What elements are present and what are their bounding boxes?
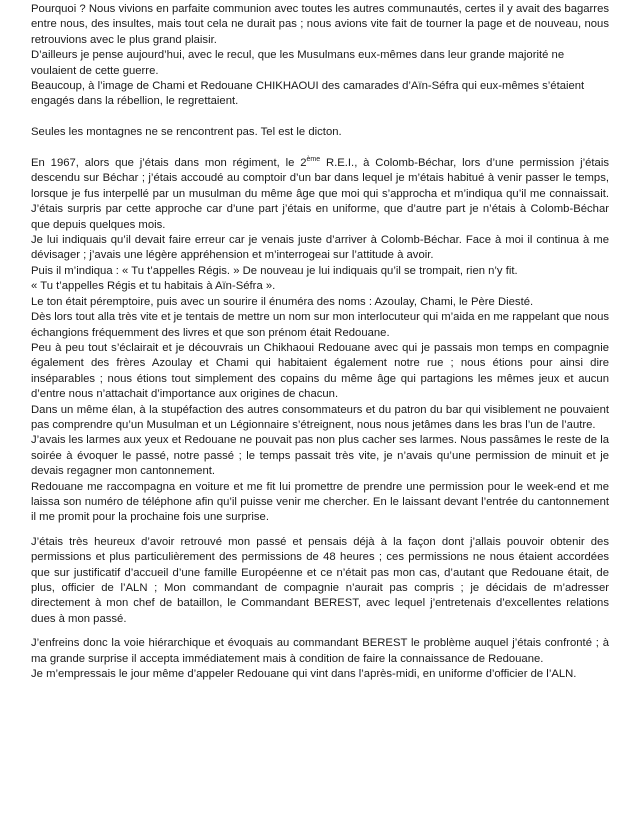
paragraph-puis: Puis il m’indiqua : « Tu t’appelles Régis. » De nouveau je lui indiquais qu’il se trompait, rien n’y fit. <box>31 264 518 277</box>
paragraph-enfreins: J’enfreins donc la voie hiérarchique et évoquais au commandant BEREST le problème auquel j’étais confronté ; à ma grande surprise il accepta immédiatement mais à condition de faire la connaissance de Redouane. <box>31 637 609 665</box>
paragraph-heureux: J’étais très heureux d’avoir retrouvé mon passé et pensais déjà à la façon dont j’allais pouvoir obtenir des permissions et plus particulièrement des permissions de 48 heures ; ces permissions ne nous étaient accordées que sur justificatif d’accueil d’une famille Européenne et ce n’était pas mon cas, d’autant que Redouane était, de plus, officier de l’ALN ; Mon commandant de compagnie n’aurait pas compris ; je décidais de m’adresser directement à mon chef de bataillon, le Commandant BEREST, avec lequel j’entretenais d’excellentes relations dues à mon passé. <box>31 535 609 625</box>
paragraph-dailleurs: D’ailleurs je pense aujourd’hui, avec le recul, que les Musulmans eux-mêmes dans leur grande majorité ne voulaient de cette guerre. <box>31 49 565 77</box>
paragraph-empressais: Je m’empressais le jour même d’appeler Redouane qui vint dans l’après-midi, en uniforme d’officier de l’ALN. <box>31 668 577 681</box>
text-run: En 1967, alors que j’étais dans mon régiment, le 2 <box>31 157 307 170</box>
paragraph-gap <box>31 627 609 636</box>
paragraph-peu-a-peu: Peu à peu tout s’éclairait et je découvrais un Chikhaoui Redouane avec qui je passais mon temps en compagnie également des frères Azoulay et Chami qui habitaient également notre rue ; nous étions pour ainsi dire inséparables ; nous étions tout simplement des copains du même âge qui partagions les mêmes jeux et aucun d’entre nous n’attachait d’importance aux origines de chacun. <box>31 341 609 401</box>
paragraph-quote-regis: « Tu t’appelles Régis et tu habitais à Aïn-Séfra ». <box>31 280 276 293</box>
paragraph-ton: Le ton était péremptoire, puis avec un sourire il énuméra des noms : Azoulay, Chami, le Père Diesté. <box>31 295 534 308</box>
paragraph-larmes: J’avais les larmes aux yeux et Redouane ne pouvait pas non plus cacher ses larmes. Nous passâmes le reste de la soirée à évoquer le passé, notre passé ; le temps passait très vite, je n’avais qu’une permission de minuit et je devais regagner mon cantonnement. <box>31 434 609 478</box>
paragraph-gap <box>31 526 609 535</box>
paragraph-dicton: Seules les montagnes ne se rencontrent pas. Tel est le dicton. <box>31 126 342 139</box>
paragraph-gap <box>31 141 609 156</box>
paragraph-erreur: Je lui indiquais qu’il devait faire erreur car je venais juste d’arriver à Colomb-Béchar. Face à moi il continua à me dévisager ; j’avais une légère appréhension et m’interrogeai sur l’attitude à avoir. <box>31 234 609 262</box>
paragraph-pourquoi: Pourquoi ? Nous vivions en parfaite communion avec toutes les autres communautés, certes il y avait des bagarres entre nous, des insultes, mais tout cela ne durait pas ; nous avions vite fait de tourner la page et de nouveau, nous retrouvions avec le plus grand plaisir. <box>31 3 609 46</box>
text-run: R.E.I., à Colomb-Béchar, lors d’une permission j’étais descendu sur Béchar ; j’étais accoudé au comptoir d’un bar dans lequel je m’étais habitué à venir passer le temps, lorsque je fus interpellé par un musulman du même âge que moi qui s’approcha et m’indiqua qu’il me connaissait. J’étais surpris par cette approche car d’une part j’étais en uniforme, que d’autre part je n’étais à Colomb-Béchar que depuis quelques mois. <box>31 157 609 231</box>
paragraph-raccompagna: Redouane me raccompagna en voiture et me fit lui promettre de prendre une permission pour le week-end et me laissa son numéro de téléphone afin qu’il puisse venir me chercher. En le laissant devant l’entrée du cantonnement il me promit pour la prochaine fois une surprise. <box>31 480 609 524</box>
paragraph-gap <box>31 110 609 125</box>
superscript-ordinal: ème <box>306 156 321 164</box>
paragraph-beaucoup: Beaucoup, à l’image de Chami et Redouane CHIKHAOUI des camarades d’Aïn-Séfra qui eux-mêmes s’étaient engagés dans la rébellion, le regrettaient. <box>31 80 585 108</box>
paragraph-elan: Dans un même élan, à la stupéfaction des autres consommateurs et du patron du bar qui visiblement ne pouvaient pas comprendre qu’un Musulman et un Légionnaire s’étreignent, nous nous jetâmes dans les bras l’un de l’autre. <box>31 403 609 431</box>
paragraph-des-lors: Dès lors tout alla très vite et je tentais de mettre un nom sur mon interlocuteur qui m’aida en me rappelant que nous échangions fréquemment des livres et que son prénom était Redouane. <box>31 311 609 339</box>
paragraph-en-1967 <box>31 156 609 233</box>
